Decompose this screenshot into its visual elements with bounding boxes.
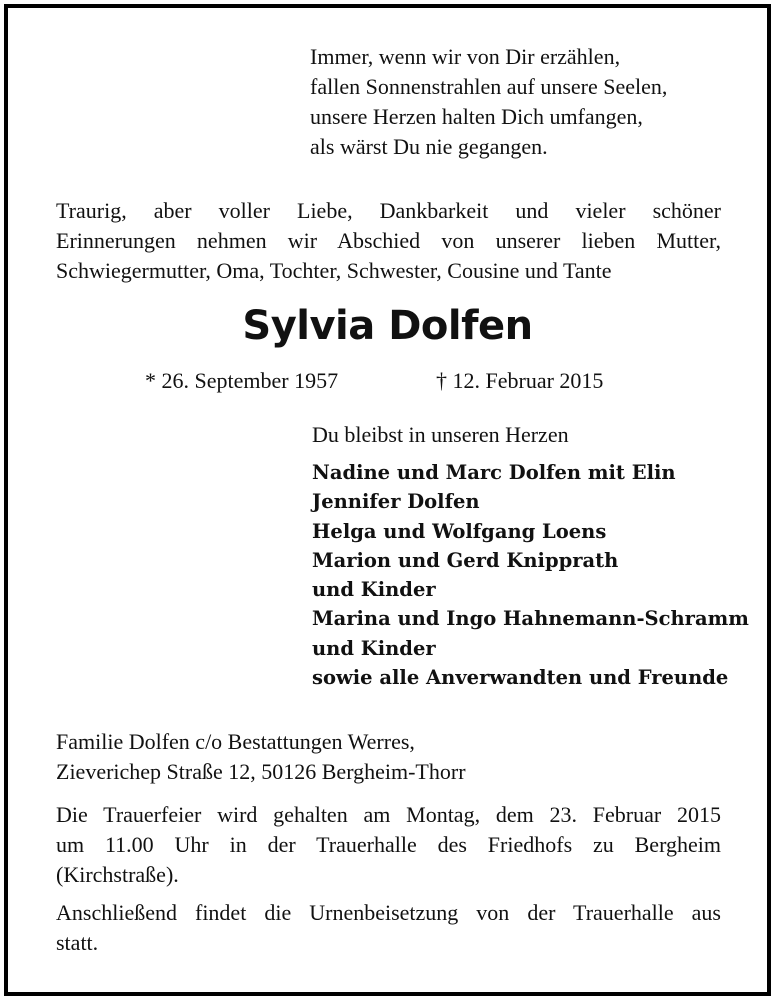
poem <box>310 42 667 162</box>
mourner-line: sowie alle Anverwandten und Freunde <box>312 666 729 690</box>
ceremony-line: (Kirchstraße). <box>56 862 179 887</box>
address-line: Familie Dolfen c/o Bestattungen Werres, <box>56 729 415 754</box>
mourner-line: Marion und Gerd Knipprath <box>312 548 619 572</box>
closing-line: Du bleibst in unseren Herzen <box>312 422 569 447</box>
urn-paragraph <box>56 898 721 958</box>
mourner-line: Helga und Wolfgang Loens <box>312 519 607 543</box>
mourner-line: und Kinder <box>312 636 436 660</box>
intro-line: Schwiegermutter, Oma, Tochter, Schwester, Cousine und Tante <box>56 258 612 283</box>
mourner-line: und Kinder <box>312 578 436 602</box>
address-line: Zieverichер Straße 12, 50126 Bergheim-Thorr <box>56 759 466 784</box>
mourner-line: Nadine und Marc Dolfen mit Elin <box>312 461 676 484</box>
intro-line: Traurig, aber voller Liebe, Dankbarkeit und vieler schöner <box>56 198 721 223</box>
poem-line: Immer, wenn wir von Dir erzählen, <box>310 44 621 69</box>
urn-line: Anschließend findet die Urnenbeisetzung von der Trauerhalle aus <box>56 900 721 925</box>
mourner-line: Marina und Ingo Hahnemann-Schramm <box>312 607 749 631</box>
mourner-line: Jennifer Dolfen <box>312 490 480 514</box>
poem-line: unsere Herzen halten Dich umfangen, <box>310 104 643 129</box>
urn-line: statt. <box>56 930 99 955</box>
ceremony-line: um 11.00 Uhr in der Trauerhalle des Friedhofs zu Bergheim <box>56 832 721 857</box>
deceased-name: Sylvia Dolfen <box>242 303 533 349</box>
family-address <box>56 727 466 787</box>
poem-line: als wärst Du nie gegangen. <box>310 134 548 159</box>
intro-paragraph <box>56 196 721 286</box>
poem-line: fallen Sonnenstrahlen auf unsere Seelen, <box>310 74 668 99</box>
intro-line: Erinnerungen nehmen wir Abschied von unserer lieben Mutter, <box>56 228 721 253</box>
death-date: † 12. Februar 2015 <box>436 368 604 393</box>
ceremony-line: Die Trauerfeier wird gehalten am Montag, dem 23. Februar 2015 <box>56 802 721 827</box>
birth-date: * 26. September 1957 <box>145 368 339 393</box>
mourners-list <box>312 458 749 692</box>
ceremony-paragraph <box>56 800 721 890</box>
